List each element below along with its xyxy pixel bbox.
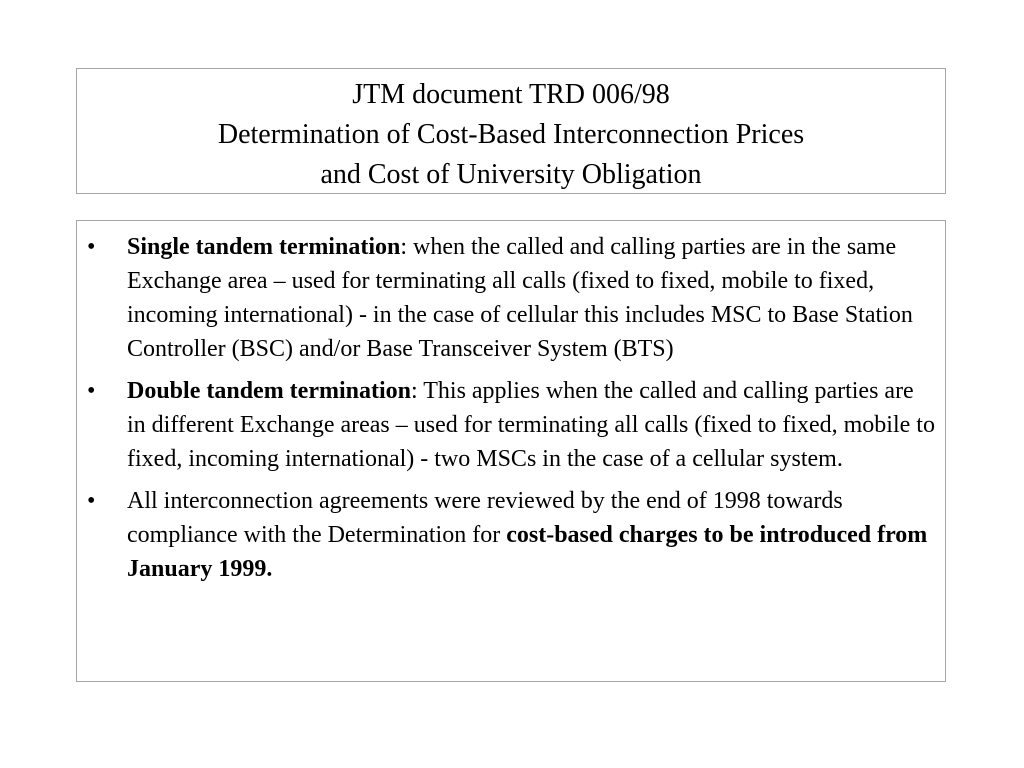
- bullet-list: [77, 221, 945, 586]
- bullet-text: : This applies when the called and calling parties are in different Exchange areas – used for terminating all calls (fixed to fixed, mobile to fixed, incoming international) - two MSCs in the case of a cellular system.: [127, 378, 935, 472]
- bullet-agreements-review: [77, 484, 935, 586]
- bullet-single-tandem: [77, 230, 935, 366]
- bullet-bold-lead: Double tandem termination: [127, 378, 411, 404]
- slide-content-box: [76, 220, 946, 682]
- bullet-marker: •: [87, 378, 96, 404]
- bullet-bold-tail: cost-based charges to be introduced from January 1999.: [127, 522, 928, 582]
- title-line-1: JTM document TRD 006/98: [352, 79, 670, 110]
- bullet-marker: •: [87, 488, 96, 514]
- title-line-2: Determination of Cost-Based Interconnection Prices: [217, 119, 805, 150]
- bullet-text: All interconnection agreements were reviewed by the end of 1998 towards compliance with the Determination for: [127, 488, 843, 548]
- slide-title-box: [76, 68, 946, 194]
- bullet-marker: •: [87, 234, 96, 260]
- bullet-double-tandem: [77, 374, 935, 476]
- title-line-3: and Cost of University Obligation: [320, 159, 702, 190]
- bullet-bold-lead: Single tandem termination: [127, 234, 401, 260]
- bullet-text: : when the called and calling parties are in the same Exchange area – used for terminating all calls (fixed to fixed, mobile to fixed, incoming international) - in the case of cellular this includes MSC to Base Station Controller (BSC) and/or Base Transceiver System (BTS): [127, 234, 913, 362]
